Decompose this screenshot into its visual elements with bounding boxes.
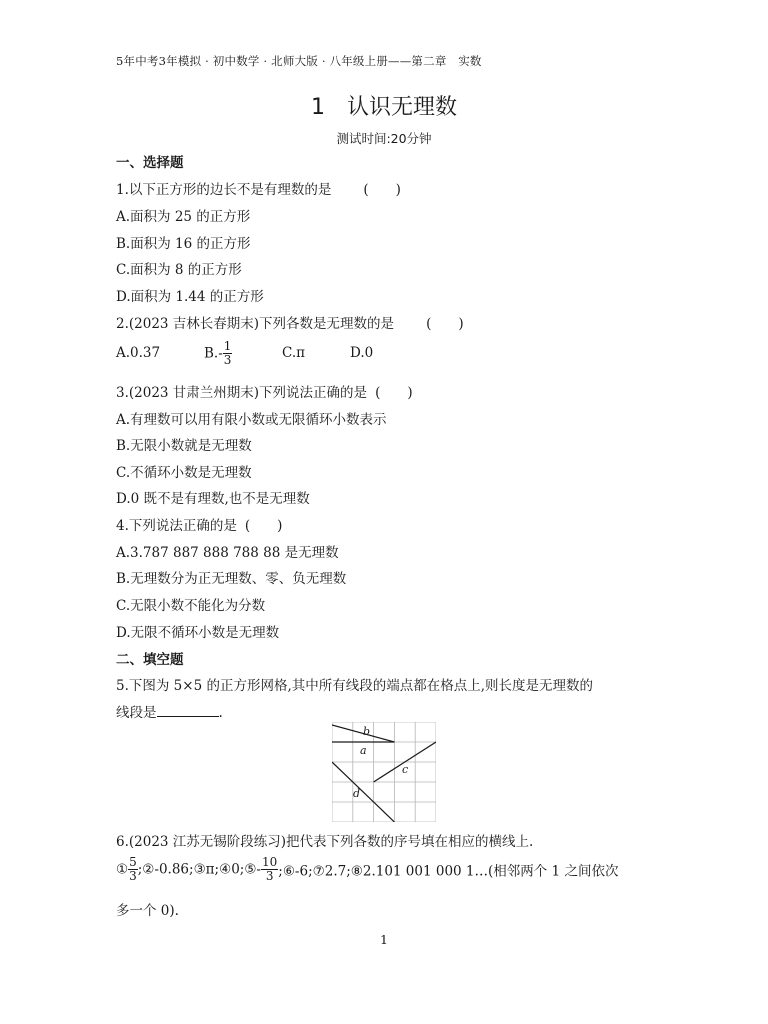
lesson-title: [0, 90, 768, 121]
q4-option-c: C.无限小数不能化为分数: [116, 598, 266, 614]
question-4: [116, 514, 282, 534]
grid-figure: [332, 722, 436, 822]
items-6-to-8: ;⑥-6;⑦2.7;⑧2.101 001 000 1…(相邻两个 1 之间依次: [278, 863, 619, 880]
section-heading-choice: 一、选择题: [116, 155, 184, 171]
q2-options: [116, 340, 373, 367]
question-2-stem: 2.(2023 吉林长春期末)下列各数是无理数的是: [116, 316, 395, 332]
q2-option-b-fraction: [223, 340, 233, 367]
fraction-numerator: 5: [129, 855, 137, 869]
q1-option-a: A.面积为 25 的正方形: [116, 209, 251, 225]
answer-paren: ( ): [244, 518, 283, 534]
answer-paren: ( ): [363, 182, 401, 198]
q2-option-c: C.π: [282, 345, 306, 361]
q3-option-d: D.0 既不是有理数,也不是无理数: [116, 491, 310, 507]
question-3-stem: 3.(2023 甘肃兰州期末)下列说法正确的是: [116, 385, 368, 401]
question-1: [116, 178, 401, 198]
question-1-stem: 1.以下正方形的边长不是有理数的是: [116, 182, 332, 198]
question-5-line-1: 5.下图为 5×5 的正方形网格,其中所有线段的端点都在格点上,则长度是无理数的: [116, 678, 594, 694]
question-5-prefix: 线段是: [116, 705, 157, 721]
question-4-stem: 4.下列说法正确的是: [116, 518, 237, 534]
item-1-fraction: [128, 856, 138, 883]
q3-option-c: C.不循环小数是无理数: [116, 465, 252, 481]
q2-option-d: D.0: [350, 345, 374, 361]
item-5-fraction: [261, 856, 278, 883]
q4-option-d: D.无限不循环小数是无理数: [116, 625, 280, 641]
running-header: 5年中考3年模拟 · 初中数学 · 北师大版 · 八年级上册——第二章 实数: [116, 54, 482, 68]
lesson-title-text: 认识无理数: [346, 95, 457, 120]
fraction-numerator: 1: [223, 339, 232, 353]
label-c: c: [402, 763, 409, 776]
label-b: b: [363, 725, 371, 738]
q2-option-b: [204, 340, 282, 367]
question-3: [116, 381, 413, 401]
label-a: a: [360, 744, 367, 757]
question-5-suffix: .: [218, 705, 223, 721]
q1-option-b: B.面积为 16 的正方形: [116, 236, 251, 252]
question-6-line-2: [116, 856, 618, 883]
answer-blank[interactable]: [157, 704, 219, 717]
answer-paren: ( ): [426, 316, 464, 332]
grid-lines: [332, 722, 436, 822]
q2-option-b-prefix: B.-: [204, 345, 223, 362]
page-number: 1: [380, 932, 388, 947]
items-2-to-5: ;②-0.86;③π;④0;⑤-: [137, 861, 261, 878]
fraction-denominator: 3: [223, 353, 232, 367]
q1-option-d: D.面积为 1.44 的正方形: [116, 289, 264, 305]
answer-paren: ( ): [375, 385, 413, 401]
label-d: d: [353, 787, 361, 800]
q2-option-a: A.0.37: [116, 345, 161, 361]
q4-option-b: B.无理数分为正无理数、零、负无理数: [116, 571, 347, 587]
lesson-number: 1: [310, 95, 325, 120]
q4-option-a: A.3.787 887 888 788 88 是无理数: [116, 545, 339, 561]
q3-option-a: A.有理数可以用有限小数或无限循环小数表示: [116, 412, 387, 428]
question-5-line-2: [116, 701, 223, 721]
section-heading-fill: 二、填空题: [116, 652, 184, 668]
q1-option-c: C.面积为 8 的正方形: [116, 262, 242, 278]
fraction-denominator: 3: [265, 869, 274, 883]
fraction-numerator: 10: [262, 855, 278, 869]
segment-d: [332, 762, 394, 822]
q3-option-b: B.无限小数就是无理数: [116, 438, 252, 454]
test-time: 测试时间:20分钟: [336, 131, 432, 146]
question-6-line-1: 6.(2023 江苏无锡阶段练习)把代表下列各数的序号填在相应的横线上.: [116, 834, 534, 850]
item-1-marker: ①: [116, 861, 129, 878]
fraction-denominator: 3: [129, 869, 137, 883]
question-6-line-3: 多一个 0).: [116, 903, 179, 919]
question-2: [116, 312, 464, 332]
